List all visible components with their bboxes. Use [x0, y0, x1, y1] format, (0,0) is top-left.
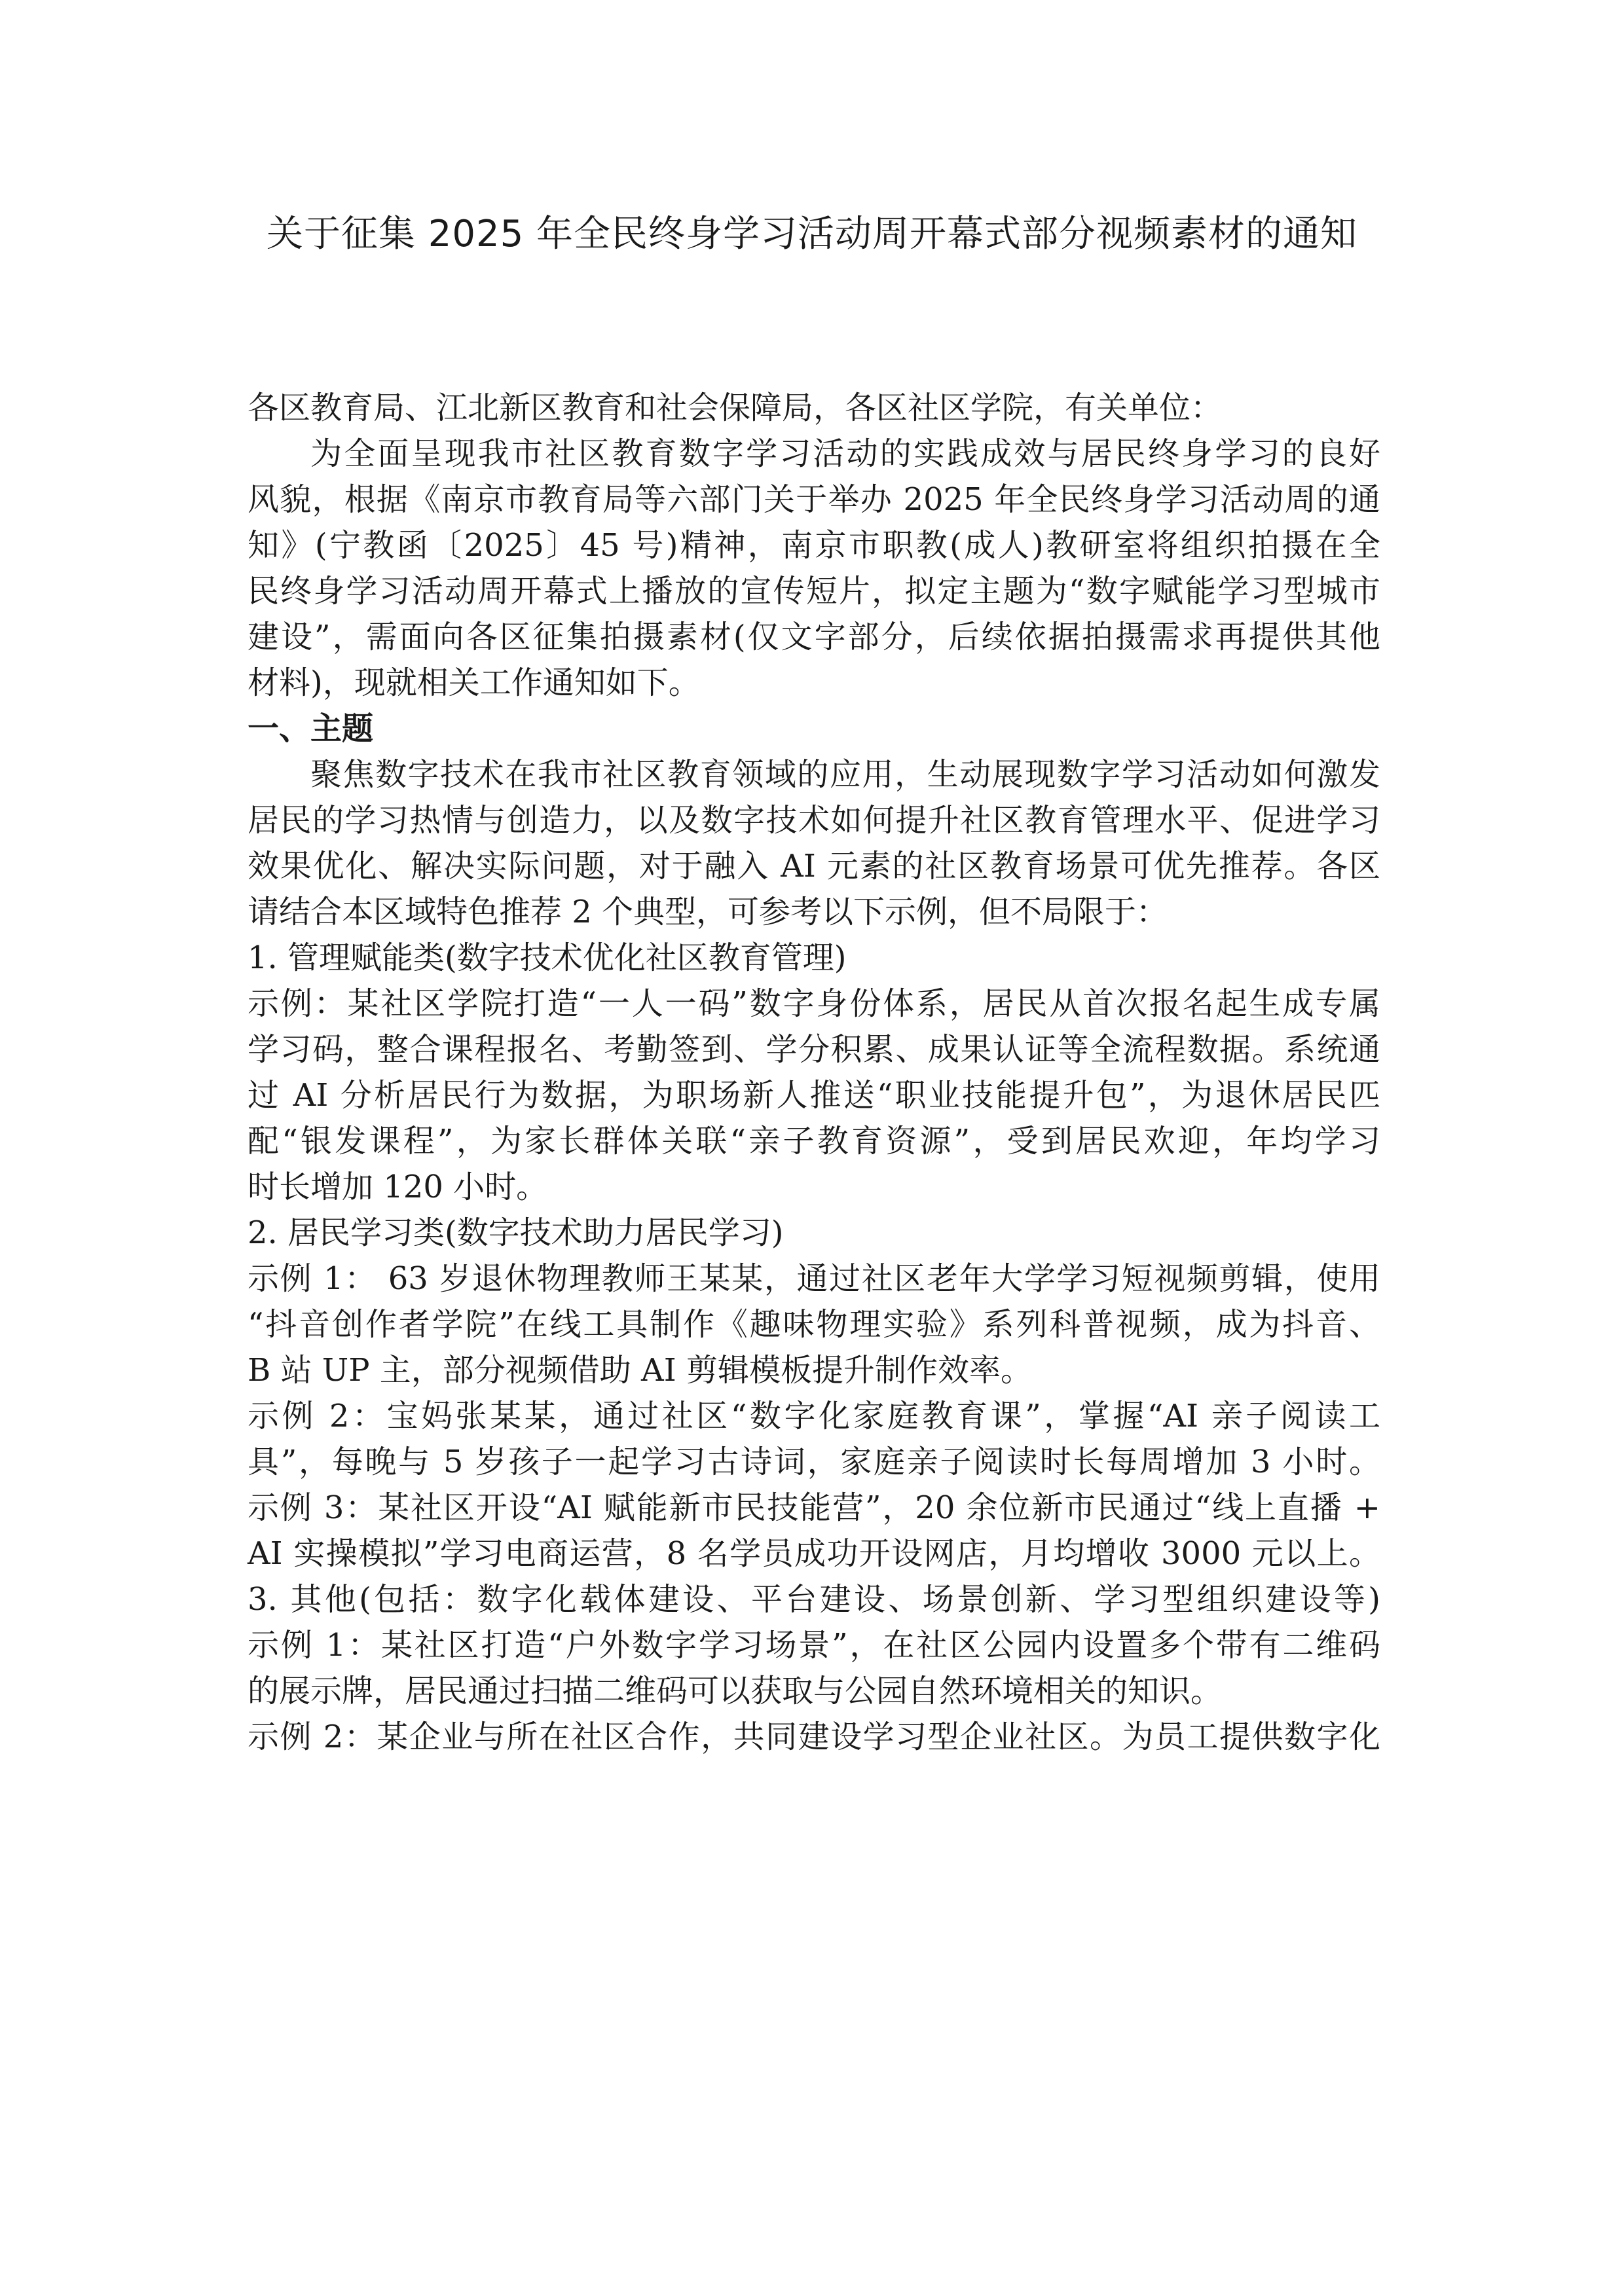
category-example-line: 示例：某社区学院打造“一人一码”数字身份体系，居民从首次报名起生成专属 [248, 985, 1380, 1022]
category-example-line: 示例 3：某社区开设“AI 赋能新市民技能营”，20 余位新市民通过“线上直播 + [248, 1489, 1380, 1526]
category-example-line: 示例 1： 63 岁退休物理教师王某某，通过社区老年大学学习短视频剪辑，使用 [248, 1260, 1380, 1297]
category-example-line: 的展示牌，居民通过扫描二维码可以获取与公园自然环境相关的知识。 [248, 1673, 1223, 1709]
category-example-line: 示例 2：某企业与所在社区合作，共同建设学习型企业社区。为员工提供数字化 [248, 1719, 1380, 1755]
category-example-line: 时长增加 120 小时。 [248, 1169, 548, 1205]
intro-line: 建设”，需面向各区征集拍摄素材(仅文字部分，后续依据拍摄需求再提供其他 [248, 619, 1380, 655]
section-paragraph-line: 居民的学习热情与创造力，以及数字技术如何提升社区教育管理水平、促进学习 [248, 802, 1380, 839]
intro-line: 民终身学习活动周开幕式上播放的宣传短片，拟定主题为“数字赋能学习型城市 [248, 573, 1380, 610]
section-paragraph-line: 请结合本区域特色推荐 2 个典型，可参考以下示例，但不局限于： [248, 894, 1168, 930]
addressee: 各区教育局、江北新区教育和社会保障局，各区社区学院，有关单位： [248, 390, 1223, 426]
category-example-line: “抖音创作者学院”在线工具制作《趣味物理实验》系列科普视频，成为抖音、 [248, 1306, 1380, 1343]
category-example-line: 具”，每晚与 5 岁孩子一起学习古诗词，家庭亲子阅读时长每周增加 3 小时。 [248, 1444, 1380, 1480]
intro-line: 风貌，根据《南京市教育局等六部门关于举办 2025 年全民终身学习活动周的通 [248, 481, 1380, 518]
section-paragraph-line: 效果优化、解决实际问题，对于融入 AI 元素的社区教育场景可优先推荐。各区 [248, 848, 1380, 884]
category-example-line: AI 实操模拟”学习电商运营，8 名学员成功开设网店，月均增收 3000 元以上。 [248, 1535, 1380, 1572]
category-heading-management: 1. 管理赋能类(数字技术优化社区教育管理) [248, 939, 847, 976]
category-example-line: 示例 1：某社区打造“户外数字学习场景”，在社区公园内设置多个带有二维码 [248, 1627, 1380, 1664]
intro-line: 知》(宁教函〔2025〕45 号)精神，南京市职教(成人)教研室将组织拍摄在全 [248, 527, 1380, 564]
intro-line: 材料)，现就相关工作通知如下。 [248, 665, 700, 701]
category-example-line: 配“银发课程”，为家长群体关联“亲子教育资源”，受到居民欢迎，年均学习 [248, 1123, 1380, 1159]
section-heading-theme: 一、主题 [248, 710, 374, 747]
category-example-line: 过 AI 分析居民行为数据，为职场新人推送“职业技能提升包”，为退休居民匹 [248, 1077, 1380, 1114]
category-heading-other: 3. 其他(包括：数字化载体建设、平台建设、场景创新、学习型组织建设等) [248, 1581, 1380, 1618]
intro-line: 为全面呈现我市社区教育数字学习活动的实践成效与居民终身学习的良好 [310, 435, 1380, 472]
category-example-line: 示例 2：宝妈张某某，通过社区“数字化家庭教育课”，掌握“AI 亲子阅读工 [248, 1398, 1380, 1434]
category-heading-resident-learning: 2. 居民学习类(数字技术助力居民学习) [248, 1214, 784, 1251]
section-paragraph-line: 聚焦数字技术在我市社区教育领域的应用，生动展现数字学习活动如何激发 [310, 756, 1380, 793]
category-example-line: 学习码，整合课程报名、考勤签到、学分积累、成果认证等全流程数据。系统通 [248, 1031, 1380, 1068]
page-title: 关于征集 2025 年全民终身学习活动周开幕式部分视频素材的通知 [266, 213, 1358, 255]
category-example-line: B 站 UP 主，部分视频借助 AI 剪辑模板提升制作效率。 [248, 1352, 1032, 1389]
